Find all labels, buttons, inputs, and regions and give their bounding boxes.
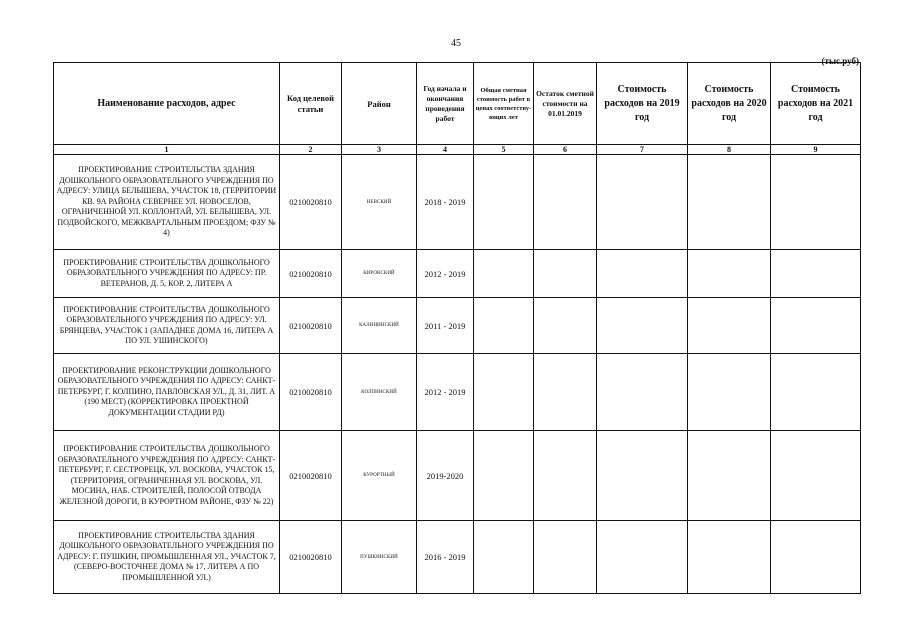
row-period: 2012 - 2019 bbox=[417, 250, 474, 298]
row-cost-2019 bbox=[597, 354, 688, 431]
row-estimate-remaining bbox=[534, 354, 597, 431]
row-code: 0210020810 bbox=[280, 521, 342, 594]
row-name: ПРОЕКТИРОВАНИЕ СТРОИТЕЛЬСТВА ЗДАНИЯ ДОШКОЛЬНОГО ОБРАЗОВАТЕЛЬНОГО УЧРЕЖДЕНИЯ ПО АДРЕСУ: Г. ПУШКИН, ПРОМЫШЛЕННАЯ УЛ., УЧАСТОК 7, (СЕВЕРО-ВОСТОЧНЕЕ ДОМА № 17, ЛИТЕРА А ПО ПРОМЫШЛЕННОЙ УЛ.) bbox=[54, 521, 280, 594]
table-row bbox=[54, 521, 861, 594]
row-estimate-total bbox=[474, 298, 534, 354]
header-estimate-remaining: Остаток сметной стоимости на 01.01.2019 bbox=[534, 63, 597, 145]
row-cost-2020 bbox=[688, 250, 771, 298]
row-estimate-total bbox=[474, 431, 534, 521]
row-estimate-total bbox=[474, 521, 534, 594]
column-number: 6 bbox=[534, 145, 597, 155]
row-name: ПРОЕКТИРОВАНИЕ СТРОИТЕЛЬСТВА ДОШКОЛЬНОГО ОБРАЗОВАТЕЛЬНОГО УЧРЕЖДЕНИЯ ПО АДРЕСУ: ПР. ВЕТЕРАНОВ, Д. 5, КОР. 2, ЛИТЕРА А bbox=[54, 250, 280, 298]
header-name: Наименование расходов, адрес bbox=[54, 63, 280, 145]
expenses-table bbox=[53, 62, 861, 594]
row-code: 0210020810 bbox=[280, 298, 342, 354]
column-number: 1 bbox=[54, 145, 280, 155]
units-label: (тыс.руб) bbox=[821, 56, 859, 66]
row-cost-2020 bbox=[688, 298, 771, 354]
row-name: ПРОЕКТИРОВАНИЕ СТРОИТЕЛЬСТВА ЗДАНИЯ ДОШКОЛЬНОГО ОБРАЗОВАТЕЛЬНОГО УЧРЕЖДЕНИЯ ПО АДРЕСУ: УЛИЦА БЕЛЫШЕВА, УЧАСТОК 18, (ТЕРРИТОРИИ КВ. 9А РАЙОНА СЕВЕРНЕЕ УЛ. НОВОСЕЛОВ, ОГРАНИЧЕННОЙ УЛ. КОЛЛОНТАЙ, УЛ. БЕЛЫШЕВА, УЛ. ПОДВОЙСКОГО, МЕЖКВАРТАЛЬНЫМ ПРОЕЗДОМ; ФЗУ № 4) bbox=[54, 155, 280, 250]
header-row bbox=[54, 63, 861, 145]
table-row bbox=[54, 431, 861, 521]
column-number: 2 bbox=[280, 145, 342, 155]
header-cost-2020: Стоимость расходов на 2020 год bbox=[688, 63, 771, 145]
row-estimate-total bbox=[474, 354, 534, 431]
row-cost-2021 bbox=[771, 298, 861, 354]
column-number: 9 bbox=[771, 145, 861, 155]
row-cost-2019 bbox=[597, 250, 688, 298]
column-number: 4 bbox=[417, 145, 474, 155]
row-estimate-total bbox=[474, 155, 534, 250]
row-period: 2018 - 2019 bbox=[417, 155, 474, 250]
row-district: ПУШКИНСКИЙ bbox=[342, 521, 417, 594]
header-district: Район bbox=[342, 63, 417, 145]
row-cost-2021 bbox=[771, 431, 861, 521]
row-cost-2020 bbox=[688, 431, 771, 521]
row-district: КОЛПИНСКИЙ bbox=[342, 354, 417, 431]
header-estimate-total: Общая сметная стоимость работ в ценах соответству-ющих лет bbox=[474, 63, 534, 145]
row-period: 2011 - 2019 bbox=[417, 298, 474, 354]
row-code: 0210020810 bbox=[280, 250, 342, 298]
table-row bbox=[54, 250, 861, 298]
row-estimate-remaining bbox=[534, 431, 597, 521]
row-period: 2019-2020 bbox=[417, 431, 474, 521]
row-cost-2019 bbox=[597, 155, 688, 250]
row-period: 2012 - 2019 bbox=[417, 354, 474, 431]
row-cost-2020 bbox=[688, 155, 771, 250]
page-number: 45 bbox=[451, 38, 461, 49]
row-name: ПРОЕКТИРОВАНИЕ РЕКОНСТРУКЦИИ ДОШКОЛЬНОГО ОБРАЗОВАТЕЛЬНОГО УЧРЕЖДЕНИЯ ПО АДРЕСУ: САНКТ-ПЕТЕРБУРГ, Г. КОЛПИНО, ПАВЛОВСКАЯ УЛ., Д. 31, ЛИТ. А (190 МЕСТ) (КОРРЕКТИРОВКА ПРОЕКТНОЙ ДОКУМЕНТАЦИИ СТАДИИ РД) bbox=[54, 354, 280, 431]
row-cost-2019 bbox=[597, 431, 688, 521]
row-cost-2020 bbox=[688, 354, 771, 431]
header-cost-2021: Стоимость расходов на 2021 год bbox=[771, 63, 861, 145]
column-number-row bbox=[54, 145, 861, 155]
row-estimate-total bbox=[474, 250, 534, 298]
row-cost-2019 bbox=[597, 521, 688, 594]
header-cost-2019: Стоимость расходов на 2019 год bbox=[597, 63, 688, 145]
row-estimate-remaining bbox=[534, 155, 597, 250]
row-name: ПРОЕКТИРОВАНИЕ СТРОИТЕЛЬСТВА ДОШКОЛЬНОГО ОБРАЗОВАТЕЛЬНОГО УЧРЕЖДЕНИЯ ПО АДРЕСУ: УЛ. БРЯНЦЕВА, УЧАСТОК 1 (ЗАПАДНЕЕ ДОМА 16, ЛИТЕРА А ПО УЛ. УШИНСКОГО) bbox=[54, 298, 280, 354]
row-cost-2020 bbox=[688, 521, 771, 594]
row-code: 0210020810 bbox=[280, 354, 342, 431]
row-cost-2019 bbox=[597, 298, 688, 354]
header-code: Код целевой статьи bbox=[280, 63, 342, 145]
table-row bbox=[54, 298, 861, 354]
row-name: ПРОЕКТИРОВАНИЕ СТРОИТЕЛЬСТВА ДОШКОЛЬНОГО ОБРАЗОВАТЕЛЬНОГО УЧРЕЖДЕНИЯ ПО АДРЕСУ: САНКТ-ПЕТЕРБУРГ, Г. СЕСТРОРЕЦК, УЛ. ВОСКОВА, УЧАСТОК 15, (ТЕРРИТОРИЯ, ОГРАНИЧЕННАЯ УЛ. ВОСКОВА, УЛ. МОСИНА, НАБ. СТРОИТЕЛЕЙ, ПОЛОСОЙ ОТВОДА ЖЕЛЕЗНОЙ ДОРОГИ, В КУРОРТНОМ РАЙОНЕ, ФЗУ № 22) bbox=[54, 431, 280, 521]
column-number: 7 bbox=[597, 145, 688, 155]
table-row bbox=[54, 155, 861, 250]
row-district: КИРОВСКИЙ bbox=[342, 250, 417, 298]
table-row bbox=[54, 354, 861, 431]
row-code: 0210020810 bbox=[280, 431, 342, 521]
column-number: 3 bbox=[342, 145, 417, 155]
row-cost-2021 bbox=[771, 521, 861, 594]
row-cost-2021 bbox=[771, 155, 861, 250]
column-number: 8 bbox=[688, 145, 771, 155]
row-district: КАЛИНИНСКИЙ bbox=[342, 298, 417, 354]
row-period: 2016 - 2019 bbox=[417, 521, 474, 594]
header-years: Год начала и окончания проведения работ bbox=[417, 63, 474, 145]
row-estimate-remaining bbox=[534, 298, 597, 354]
row-cost-2021 bbox=[771, 250, 861, 298]
row-estimate-remaining bbox=[534, 521, 597, 594]
row-cost-2021 bbox=[771, 354, 861, 431]
column-number: 5 bbox=[474, 145, 534, 155]
row-district: КУРОРТНЫЙ bbox=[342, 431, 417, 521]
row-district: НЕВСКИЙ bbox=[342, 155, 417, 250]
row-estimate-remaining bbox=[534, 250, 597, 298]
row-code: 0210020810 bbox=[280, 155, 342, 250]
